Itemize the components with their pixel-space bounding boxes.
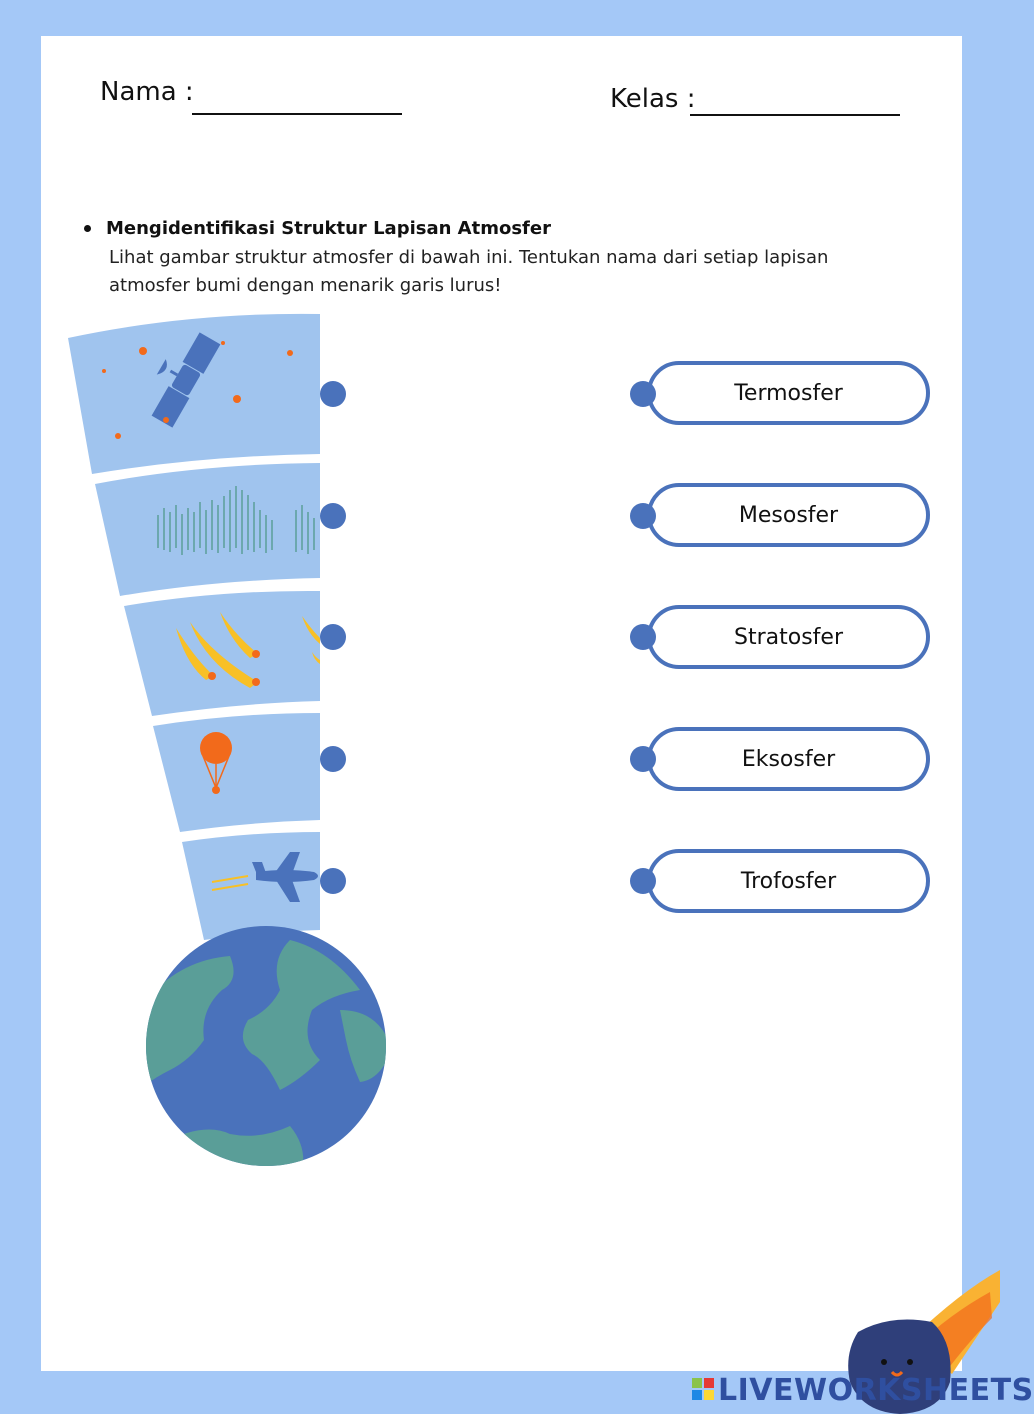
class-label: Kelas : (610, 84, 696, 114)
task-instruction: Lihat gambar struktur atmosfer di bawah ini. Tentukan nama dari setiap lapisan atmosfer bumi dengan menarik garis lurus! (109, 247, 829, 296)
layer-meteor-band (124, 591, 320, 716)
earth-icon (140, 926, 392, 1180)
layer-satellite-band (68, 314, 320, 474)
option-mesosfer[interactable]: Mesosfer (647, 483, 930, 547)
option-eksosfer-connector-dot[interactable] (630, 746, 656, 772)
layer-aurora-band (95, 463, 320, 596)
name-label: Nama : (100, 77, 194, 107)
layer-4-connector-dot[interactable] (320, 746, 346, 772)
option-termosfer[interactable]: Termosfer (647, 361, 930, 425)
option-termosfer-connector-dot[interactable] (630, 381, 656, 407)
option-trofosfer-connector-dot[interactable] (630, 868, 656, 894)
option-stratosfer-connector-dot[interactable] (630, 624, 656, 650)
layer-2-connector-dot[interactable] (320, 503, 346, 529)
option-trofosfer[interactable]: Trofosfer (647, 849, 930, 913)
layer-3-connector-dot[interactable] (320, 624, 346, 650)
layer-plane-band (182, 832, 320, 940)
option-stratosfer[interactable]: Stratosfer (647, 605, 930, 669)
task-title: Mengidentifikasi Struktur Lapisan Atmosfer (106, 218, 551, 239)
liveworksheets-brand: LIVEWORKSHEETS (718, 1373, 1034, 1408)
layer-5-connector-dot[interactable] (320, 868, 346, 894)
layer-balloon-band (153, 713, 320, 832)
option-eksosfer[interactable]: Eksosfer (647, 727, 930, 791)
option-mesosfer-connector-dot[interactable] (630, 503, 656, 529)
layer-1-connector-dot[interactable] (320, 381, 346, 407)
liveworksheets-logo-icon (692, 1378, 716, 1402)
